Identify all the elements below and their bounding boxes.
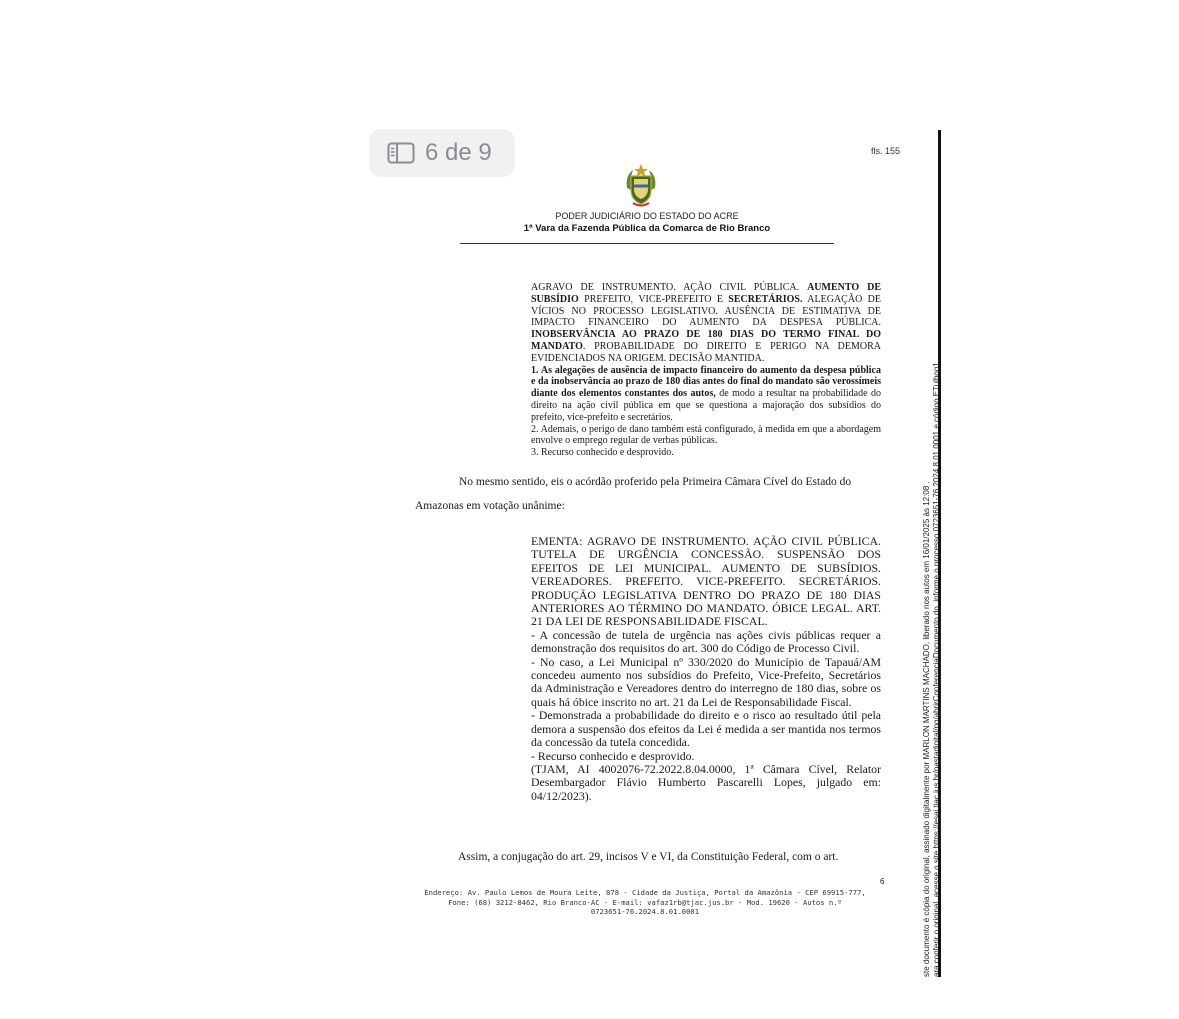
digital-signature-note: [922, 360, 942, 977]
quote2-item: - No caso, a Lei Municipal nº 330/2020 do Município de Tapauá/AM concedeu aumento nos subsídios do Prefeito, Vice-Prefeito, Secretários da Administração e Vereadores dentro do interregno de 180 dias, sobre os quais há óbice inscrito no art. 21 da Lei de Responsabilidade Fiscal.: [531, 654, 881, 709]
header-line-2: 1ª Vara da Fazenda Pública da Comarca de Rio Branco: [523, 223, 771, 234]
quote2-item: - Demonstrada a probabilidade do direito e o risco ao resultado útil pela demora a suspensão dos efeitos da Lei é medida a ser mantida nos termos da concessão da tutela concedida.: [531, 708, 881, 750]
quote2-ementa: EMENTA: AGRAVO DE INSTRUMENTO. AÇÃO CIVIL PÚBLICA. TUTELA DE URGÊNCIA CONCESSÃO. SUSPENSÃO DOS EFEITOS DE LEI MUNICIPAL. AUMENTO DE SUBSÍDIOS. VEREADORES. PREFEITO. VICE-PREFEITO. SECRETÁRIOS. PRODUÇÃO LEGISLATIVA DENTRO DO PRAZO DE 180 DIAS ANTERIORES AO TÉRMINO DO MANDATO. ÓBICE LEGAL. ART. 21 DA LEI DE RESPONSABILIDADE FISCAL.: [531, 534, 881, 629]
footer-line: Endereço: Av. Paulo Lemos de Moura Leite, 878 - Cidade da Justiça, Portal da Amazônia - CEP 69915-777,: [424, 888, 866, 897]
quote1-item-3: 3. Recurso conhecido e desprovido.: [531, 447, 674, 459]
paragraph-line: Amazonas em votação unânime:: [415, 500, 565, 512]
sidebar-toggle-icon: [387, 142, 415, 164]
header-divider: [460, 243, 834, 244]
page-indicator-text: 6 de 9: [425, 139, 492, 166]
header-line-1: PODER JUDICIÁRIO DO ESTADO DO ACRE: [555, 211, 739, 221]
verification-link[interactable]: https://esaj.tjac.jus.br/pastadigital/pg/abrirConferenciaDocumento.do: [932, 606, 941, 849]
paragraph-line: Assim, a conjugação do art. 29, incisos V e VI, da Constituição Federal, com o art.: [458, 851, 839, 863]
page-footer: [415, 888, 875, 917]
paragraph-line: No mesmo sentido, eis o acórdão proferido pela Primeira Câmara Cível do Estado do: [459, 476, 852, 488]
footer-line: Fone: (68) 3212-8462, Rio Branco-AC - E-mail: vafaz1rb@tjac.jus.br - Mod. 19620 - Autos n.º: [448, 897, 842, 907]
jurisprudence-quote-2: [531, 535, 881, 803]
page-indicator[interactable]: [369, 129, 515, 177]
jurisprudence-quote-1: [531, 282, 881, 459]
quote2-item: - Recurso conhecido e desprovido.: [531, 748, 695, 763]
footer-line: 0723651-76.2024.8.01.0001: [590, 907, 700, 917]
state-coat-of-arms-icon: [623, 162, 659, 208]
quote2-item: - A concessão de tutela de urgência nas ações civis públicas requer a demonstração dos requisitos do art. 300 do Código de Processo Civil.: [531, 627, 881, 656]
signature-line-2: ara conferir o original, acesse o site https://esaj.tjac.jus.br/pastadigital/pg/abrirConferenciaDocumento.do, informe o processo 0723651-76.2024.8.01.0001 e código ETulbog1.: [932, 360, 941, 977]
quote1-item-1: 1. As alegações de ausência de impacto financeiro do aumento da despesa pública e da inobservância ao prazo de 180 dias antes do final do mandato são verossímeis diante dos elementos constantes dos autos, de modo a resultar na probabilidade do direito na ação civil pública em que se questiona a majoração dos subsídios do prefeito, vice-prefeito e secretários.: [531, 364, 882, 423]
quote1-item-2: 2. Ademais, o perigo de dano também está configurado, à medida em que a abordagem envolve o emprego regular de verbas públicas.: [531, 423, 881, 447]
signature-line-1: ste documento é cópia do original, assinado digitalmente por MARLON MARTINS MACHADO, liberado nos autos em 16/01/2025 às 12:08 .: [922, 481, 931, 977]
folio-number: fls. 155: [871, 146, 901, 156]
quote2-citation: (TJAM, AI 4002076-72.2022.8.04.0000, 1ª Câmara Cível, Relator Desembargador Flávio Humberto Pascarelli Lopes, julgado em: 04/12/2023).: [531, 761, 881, 803]
quote1-ementa: AGRAVO DE INSTRUMENTO. AÇÃO CIVIL PÚBLICA. AUMENTO DE SUBSÍDIO PREFEITO, VICE-PREFEITO E SECRETÁRIOS. ALEGAÇÃO DE VÍCIOS NO PROCESSO LEGISLATIVO. AUSÊNCIA DE ESTIMATIVA DE IMPACTO FINANCEIRO DO AUMENTO DA DESPESA PÚBLICA. INOBSERVÂNCIA AO PRAZO DE 180 DIAS DO TERMO FINAL DO MANDATO. PROBABILIDADE DO DIREITO E PERIGO NA DEMORA EVIDENCIADOS NA ORIGEM. DECISÃO MANTIDA.: [531, 282, 881, 364]
page-number: 6: [880, 877, 885, 886]
